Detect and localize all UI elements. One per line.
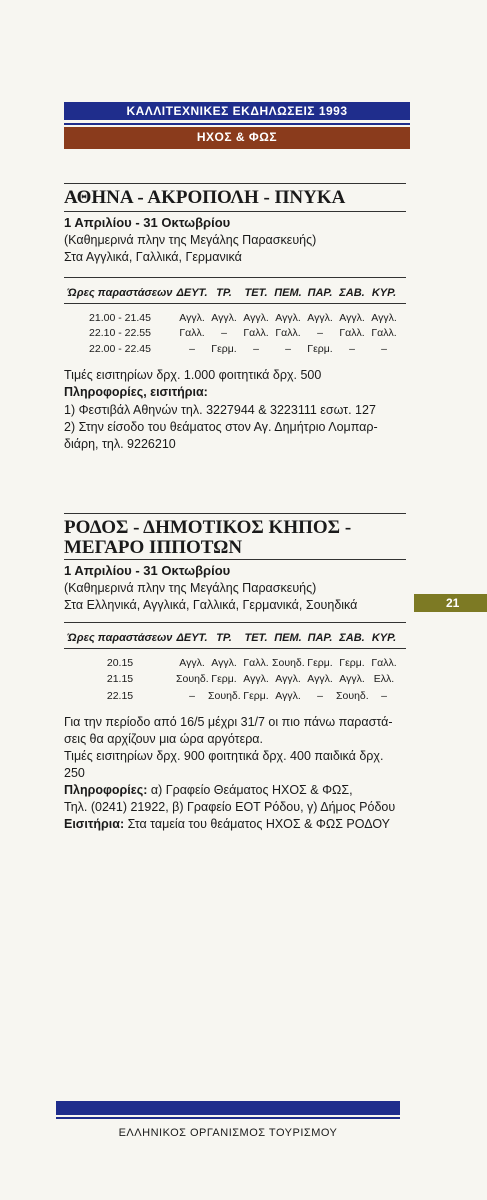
section1-info-label: Πληροφορίες, εισιτήρια:: [64, 385, 208, 399]
section1-line2: Στα Αγγλικά, Γαλλικά, Γερμανικά: [64, 250, 242, 264]
header-band-subtitle: ΗΧΟΣ & ΦΩΣ: [64, 127, 410, 147]
row-cell: Σουηδ.: [272, 657, 305, 669]
footer-band: [56, 1101, 400, 1115]
row-cell: Αγγλ.: [339, 673, 365, 685]
row-cell: Γερμ.: [339, 657, 365, 669]
row-cell: Σουηδ.: [208, 690, 241, 702]
section1-table-rule-top: [64, 277, 406, 278]
table-row: [64, 312, 406, 324]
section2-top-rule: [64, 513, 406, 514]
section2-title-line2: ΜΕΓΑΡΟ ΙΠΠΟΤΩΝ: [64, 537, 243, 558]
col-sat-header: ΣΑΒ.: [339, 287, 365, 299]
row-cell: –: [349, 343, 355, 355]
section2-tickets: [64, 816, 410, 832]
header-rule-blue: [64, 123, 410, 125]
section1-title-rule: [64, 211, 406, 212]
col-thu-header: ΠΕΜ.: [274, 287, 302, 299]
section2-tickets-label: Εισιτήρια:: [64, 817, 125, 831]
section1-info1: 1) Φεστιβάλ Αθηνών τηλ. 3227944 & 3223111 εσωτ. 127: [64, 403, 376, 417]
section2-title-rule: [64, 559, 406, 560]
row-cell: –: [189, 690, 195, 702]
section2-line2: Στα Ελληνικά, Αγγλικά, Γαλλικά, Γερμανικά, Σουηδικά: [64, 598, 358, 612]
row-cell: Αγγλ.: [179, 657, 205, 669]
row-cell: Αγγλ.: [211, 657, 237, 669]
col-sat-header: ΣΑΒ.: [339, 632, 365, 644]
section2-prices1: Τιμές εισιτηρίων δρχ. 900 φοιτητικά δρχ. 400 παιδικά δρχ.: [64, 749, 384, 763]
section2-table-header: [64, 632, 406, 644]
row-cell: –: [253, 343, 259, 355]
section1-title: ΑΘΗΝΑ - ΑΚΡΟΠΟΛΗ - ΠΝΥΚΑ: [64, 187, 346, 208]
row-cell: Αγγλ.: [307, 673, 333, 685]
row-time: 22.15: [106, 690, 134, 702]
row-cell: Αγγλ.: [211, 312, 237, 324]
row-cell: Γαλλ.: [243, 327, 269, 339]
table-row: [64, 690, 406, 702]
row-time: 21.15: [106, 673, 134, 685]
row-cell: Αγγλ.: [371, 312, 397, 324]
section1-top-rule: [64, 183, 406, 184]
section1-info3: διάρη, τηλ. 9226210: [64, 437, 176, 451]
row-cell: Αγγλ.: [275, 312, 301, 324]
section2-title-line1: ΡΟΔΟΣ - ΔΗΜΟΤΙΚΟΣ ΚΗΠΟΣ -: [64, 517, 352, 538]
col-sun-header: ΚΥΡ.: [371, 632, 397, 644]
col-wed-header: ΤΕΤ.: [244, 287, 268, 299]
section1-dates: 1 Απριλίου - 31 Οκτωβρίου: [64, 215, 231, 230]
col-hours-header: Ώρες παραστάσεων: [67, 632, 173, 644]
section2-info: [64, 782, 410, 798]
section1-table-rule-header: [64, 303, 406, 304]
row-cell: Γερμ.: [307, 657, 333, 669]
row-time: 21.00 - 21.45: [89, 312, 151, 324]
row-cell: Γερμ.: [211, 673, 237, 685]
section2-note1: Για την περίοδο από 16/5 μέχρι 31/7 οι πιο πάνω παραστά-: [64, 715, 393, 729]
row-cell: Αγγλ.: [275, 690, 301, 702]
col-fri-header: ΠΑΡ.: [307, 632, 333, 644]
col-mon-header: ΔΕΥΤ.: [176, 632, 208, 644]
row-cell: –: [221, 327, 227, 339]
section2-table-rule-top: [64, 622, 406, 623]
section2-info-text2: Τηλ. (0241) 21922, β) Γραφείο ΕΟΤ Ρόδου, γ) Δήμος Ρόδου: [64, 800, 396, 814]
table-row: [64, 327, 406, 339]
row-cell: Αγγλ.: [307, 312, 333, 324]
col-tue-header: ΤΡ.: [216, 632, 232, 644]
row-cell: Αγγλ.: [179, 312, 205, 324]
col-tue-header: ΤΡ.: [216, 287, 232, 299]
row-cell: Σουηδ.: [176, 673, 209, 685]
section2-tickets-text: Στα ταμεία του θεάματος ΗΧΟΣ & ΦΩΣ ΡΟΔΟΥ: [124, 817, 390, 831]
col-thu-header: ΠΕΜ.: [274, 632, 302, 644]
header-rule-brown: [64, 147, 410, 149]
section2-info-text1: α) Γραφείο Θεάματος ΗΧΟΣ & ΦΩΣ,: [147, 783, 353, 797]
section2-info-label: Πληροφορίες:: [64, 783, 148, 797]
header-band-title: ΚΑΛΛΙΤΕΧΝΙΚΕΣ ΕΚΔΗΛΩΣΕΙΣ 1993: [64, 102, 410, 120]
row-cell: –: [285, 343, 291, 355]
row-time: 22.10 - 22.55: [89, 327, 151, 339]
section2-note2: σεις θα αρχίζουν μια ώρα αργότερα.: [64, 732, 264, 746]
table-row: [64, 343, 406, 355]
row-cell: Γερμ.: [211, 343, 237, 355]
row-cell: Γερμ.: [243, 690, 269, 702]
row-cell: Γαλλ.: [179, 327, 205, 339]
table-row: [64, 673, 406, 685]
row-cell: –: [317, 690, 323, 702]
row-cell: –: [381, 690, 387, 702]
row-cell: Γαλλ.: [371, 327, 397, 339]
row-cell: Αγγλ.: [275, 673, 301, 685]
row-time: 20.15: [106, 657, 134, 669]
table-row: [64, 657, 406, 669]
row-cell: Γαλλ.: [371, 657, 397, 669]
row-cell: –: [381, 343, 387, 355]
row-cell: Γερμ.: [307, 343, 333, 355]
row-cell: Ελλ.: [373, 673, 395, 685]
section2-line1: (Καθημερινά πλην της Μεγάλης Παρασκευής): [64, 581, 317, 595]
footer-text: ΕΛΛΗΝΙΚΟΣ ΟΡΓΑΝΙΣΜΟΣ ΤΟΥΡΙΣΜΟΥ: [118, 1127, 338, 1139]
page-number-tab: 21: [414, 594, 487, 612]
section1-line1: (Καθημερινά πλην της Μεγάλης Παρασκευής): [64, 233, 317, 247]
col-fri-header: ΠΑΡ.: [307, 287, 333, 299]
row-cell: –: [317, 327, 323, 339]
row-cell: Αγγλ.: [339, 312, 365, 324]
col-sun-header: ΚΥΡ.: [371, 287, 397, 299]
row-cell: Γαλλ.: [275, 327, 301, 339]
row-cell: Σουηδ.: [336, 690, 369, 702]
row-cell: –: [189, 343, 195, 355]
section2-dates: 1 Απριλίου - 31 Οκτωβρίου: [64, 563, 231, 578]
row-cell: Αγγλ.: [243, 673, 269, 685]
section1-prices: Τιμές εισιτηρίων δρχ. 1.000 φοιτητικά δρχ. 500: [64, 368, 322, 382]
col-hours-header: Ώρες παραστάσεων: [67, 287, 173, 299]
row-cell: Αγγλ.: [243, 312, 269, 324]
col-wed-header: ΤΕΤ.: [244, 632, 268, 644]
row-cell: Γαλλ.: [339, 327, 365, 339]
row-time: 22.00 - 22.45: [89, 343, 151, 355]
section2-table-rule-header: [64, 648, 406, 649]
section1-info2: 2) Στην είσοδο του θεάματος στον Αγ. Δημήτριο Λομπαρ-: [64, 420, 378, 434]
section2-prices2: 250: [64, 766, 85, 780]
section1-table-header: [64, 287, 406, 299]
row-cell: Γαλλ.: [243, 657, 269, 669]
col-mon-header: ΔΕΥΤ.: [176, 287, 208, 299]
footer-rule: [56, 1117, 400, 1119]
